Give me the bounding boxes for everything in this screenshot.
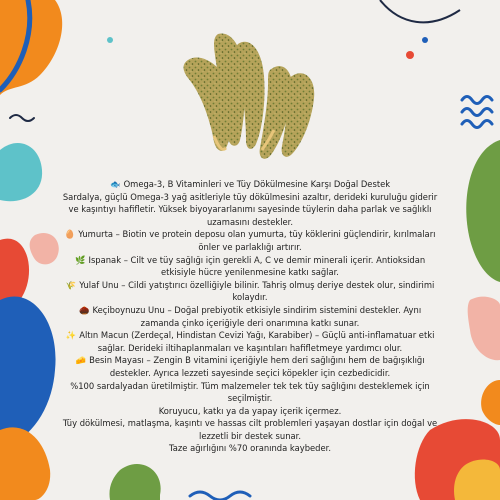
green-blob-right [466, 140, 500, 282]
squiggle-left [10, 115, 34, 121]
pink-blob-right [468, 297, 500, 361]
blue-squiggle-right-3 [462, 121, 492, 128]
blue-squiggle-right-1 [462, 97, 492, 104]
cheese-icon: 🧀 [75, 355, 87, 366]
line-keciboynuzu: 🌰 Keçiboynuzu Unu – Doğal prebiyotik etkisiyle sindirim sistemini destekler. Aynı zamanda çinko içeriğiyle deri onarımına katkı sunar. [79, 304, 422, 328]
line-ispanak: 🌿 Ispanak – Cilt ve tüy sağlığı için gerekli A, C ve demir minerali içerir. Antioksidan etkisiyle hücre yenilenmesine katkı sağlar. [75, 254, 426, 278]
teal-dot-top [107, 37, 113, 43]
sparkle-icon: ✨ [65, 330, 77, 341]
dark-line-top-right [380, 0, 460, 22]
fish-icon: 🐟 [110, 179, 121, 189]
line-yumurta: 🥚 Yumurta – Biotin ve protein deposu olan yumurta, tüy köklerini güçlendirir, kırılmaları önler ve parlaklığı artırır. [64, 229, 436, 252]
orange-blob-bottom-left [0, 427, 50, 500]
orange-blob-right [481, 380, 500, 425]
teal-blob-left [0, 143, 42, 201]
blue-squiggle-right-2 [462, 109, 492, 116]
line-sardalya-orani: %100 sardalyadan üretilmiştir. Tüm malzemeler tek tek tüy sağlığını desteklemek için seçilmiştir. [70, 380, 430, 404]
line-omega3: 🐟 Omega-3, B Vitaminleri ve Tüy Dökülmesine Karşı Doğal Destek [110, 179, 391, 189]
line-sardalya: Sardalya, güçlü Omega-3 yağ asitleriyle tüy dökülmesini azaltır, derideki kuruluğu giderir ve kaşıntıyı hafifletir. Yüksek biyoyararlanımı sayesinde tüylerin daha parlak ve sağlıklı uzamasını destekler. [62, 191, 438, 227]
blue-dot-top-right [422, 37, 428, 43]
line-taze-agirlik: Taze ağırlığını %70 oranında kaybeder. [169, 443, 331, 454]
line-tuy-dokulmesi: Tüy dökülmesi, matlaşma, kaşıntı ve hassas cilt problemleri yaşayan dostlar için doğal ve lezzetli bir destek sunar. [62, 418, 438, 441]
blue-blob-left [0, 296, 56, 450]
green-blob-bottom [109, 464, 160, 500]
product-image [170, 18, 330, 166]
red-dot-top-right [406, 51, 414, 59]
line-yulaf: 🌾 Yulaf Unu – Cildi yatıştırıcı özelliğiyle bilinir. Tahriş olmuş deriye destek olur, sindirimi kolaydır. [65, 279, 435, 303]
egg-icon: 🥚 [64, 229, 76, 240]
blue-wave-bottom [190, 492, 250, 500]
leaf-icon: 🌿 [75, 254, 86, 265]
carob-icon: 🌰 [79, 304, 90, 315]
line-altin-macun: ✨ Altın Macun (Zerdeçal, Hindistan Cevizi Yağı, Karabiber) – Güçlü anti-inflamatuar etki sağlar. Derideki iltihaplanmaları ve kaşıntıları hafifletmeye yardımcı olur. [65, 330, 435, 353]
pink-bean-left [30, 233, 59, 264]
line-besin-mayasi: 🧀 Besin Mayası – Zengin B vitamini içeriğiyle hem deri sağlığını hem de bağışıklığı destekler. Ayrıca lezzeti sayesinde seçici köpekler için cezbedicidir. [75, 355, 425, 378]
line-katkisiz: Koruyucu, katkı ya da yapay içerik içermez. [158, 405, 342, 416]
grain-icon: 🌾 [65, 279, 77, 290]
product-description [62, 178, 438, 455]
